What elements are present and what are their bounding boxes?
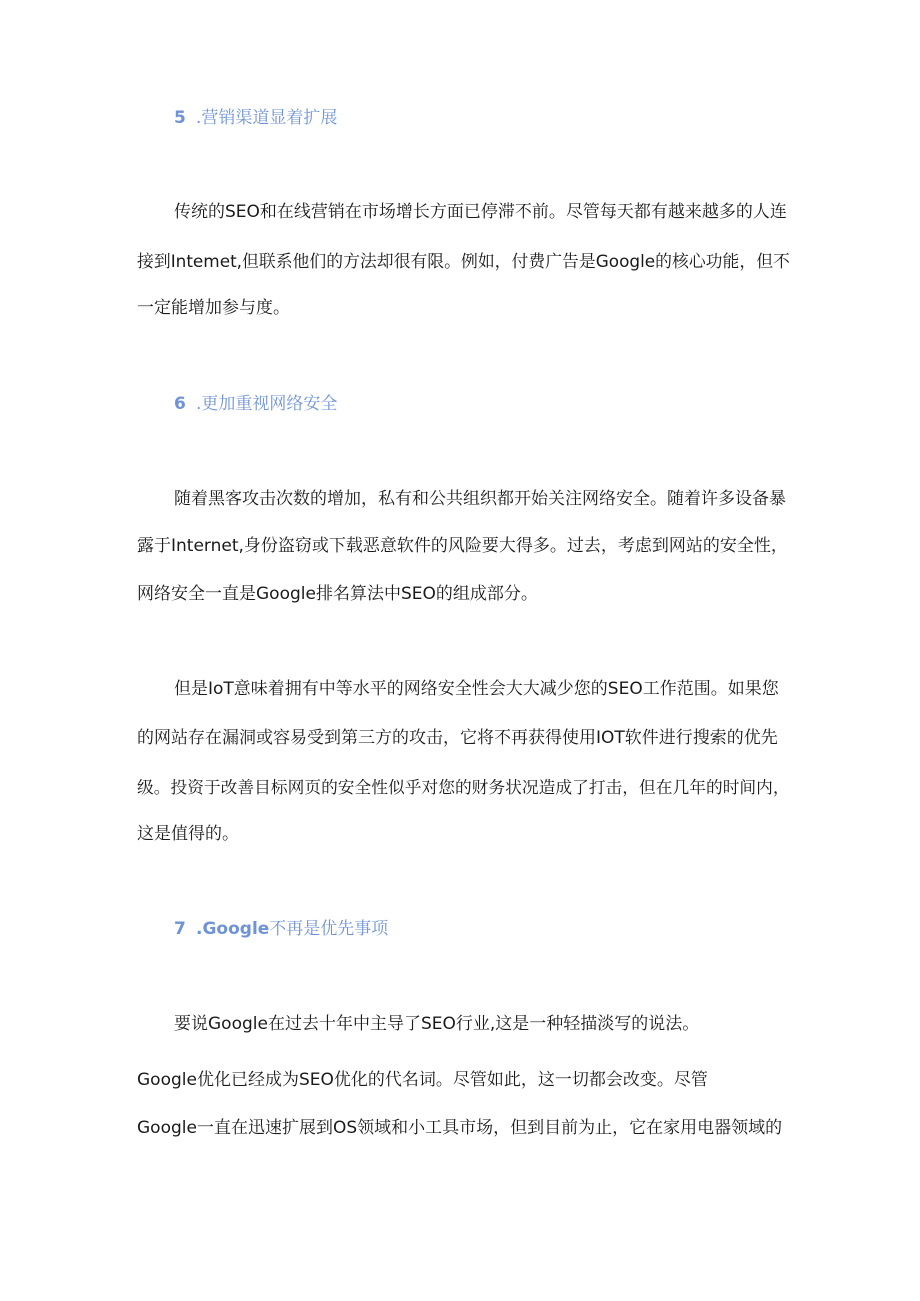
paragraph-line: 一定能增加参与度。 [137,298,290,318]
paragraph-line: 随着黑客攻击次数的增加，私有和公共组织都开始关注网络安全。随着许多设备暴 [174,489,786,509]
heading-text: .更加重视网络安全 [196,394,338,414]
paragraph-line: 露于Internet,身份盗窃或下载恶意软件的风险要大得多。过去，考虑到网站的安全性， [137,536,788,556]
paragraph-line: 这是值得的。 [137,824,239,844]
heading-number: 6 [174,394,186,414]
paragraph-line: 网络安全一直是Google排名算法中SEO的组成部分。 [137,584,538,604]
paragraph-line: 级。投资于改善目标网页的安全性似乎对您的财务状况造成了打击，但在几年的时间内， [137,777,790,797]
paragraph-line: 的网站存在漏洞或容易受到第三方的攻击，它将不再获得使用IOT软件进行搜索的优先 [137,728,778,748]
heading-number: 7 [174,919,186,939]
paragraph-line: Google一直在迅速扩展到OS领域和小工具市场，但到目前为止，它在家用电器领域的 [137,1118,783,1138]
heading-bold-text: .Google [196,919,270,939]
heading-number: 5 [174,108,186,128]
paragraph-line: Google优化已经成为SEO优化的代名词。尽管如此，这一切都会改变。尽管 [137,1070,708,1090]
paragraph-line: 但是IoT意味着拥有中等水平的网络安全性会大大减少您的SEO工作范围。如果您 [174,679,779,699]
paragraph-line: 接到Intemet,但联系他们的方法却很有限。例如，付费广告是Google的核心功能，但不 [137,251,790,271]
section-heading-7 [174,918,388,940]
heading-text: .营销渠道显着扩展 [196,108,338,128]
paragraph-line: 传统的SEO和在线营销在市场增长方面已停滞不前。尽管每天都有越来越多的人连 [174,202,787,222]
heading-text: 不再是优先事项 [269,919,389,939]
section-heading-6 [174,393,337,415]
paragraph-line: 要说Google在过去十年中主导了SEO行业,这是一种轻描淡写的说法。 [174,1014,700,1034]
section-heading-5 [174,107,337,129]
